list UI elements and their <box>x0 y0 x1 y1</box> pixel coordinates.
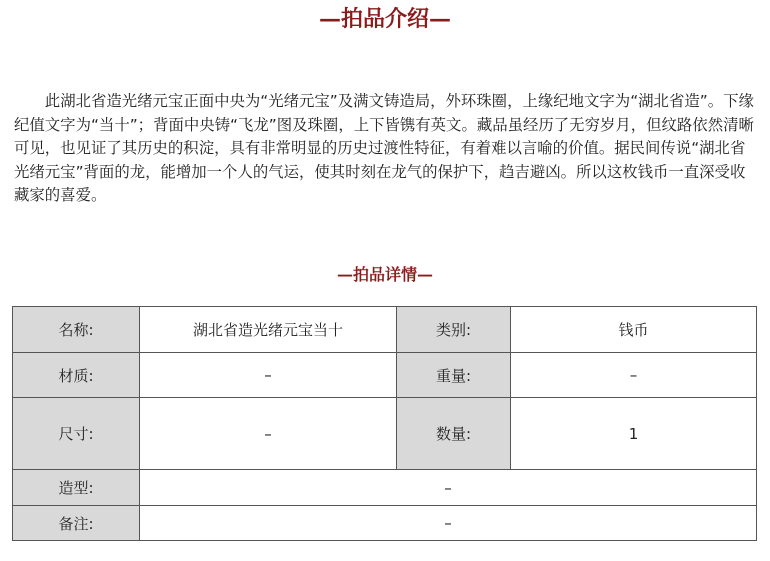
remarks-value: – <box>140 506 757 541</box>
table-row <box>13 398 757 470</box>
details-table <box>12 306 757 541</box>
intro-paragraph: 此湖北省造光绪元宝正面中央为“光绪元宝”及满文铸造局，外环珠圈，上缘纪地文字为“湖北省造”。下缘纪值文字为“当十”；背面中央铸“飞龙”图及珠圈，上下皆镌有英文。藏品虽经历了无穷岁月，但纹路依然清晰可见，也见证了其历史的积淀，具有非常明显的历史过渡性特征，有着难以言喻的价值。据民间传说“湖北省光绪元宝”背面的龙，能增加一个人的气运，使其时刻在龙气的保护下，趋吉避凶。所以这枚钱币一直深受收藏家的喜爱。 <box>14 92 754 204</box>
shape-label: 造型: <box>13 470 140 506</box>
quantity-value: 1 <box>511 398 757 470</box>
category-value: 钱币 <box>511 307 757 353</box>
table-row <box>13 506 757 541</box>
size-value: – <box>140 398 397 470</box>
table-row <box>13 470 757 506</box>
table-row <box>13 353 757 398</box>
name-label: 名称: <box>13 307 140 353</box>
intro-title: —拍品介绍— <box>318 6 451 32</box>
remarks-label: 备注: <box>13 506 140 541</box>
name-value: 湖北省造光绪元宝当十 <box>140 307 397 353</box>
table-row <box>13 307 757 353</box>
details-title: —拍品详情— <box>336 265 433 284</box>
size-label: 尺寸: <box>13 398 140 470</box>
material-label: 材质: <box>13 353 140 398</box>
shape-value: – <box>140 470 757 506</box>
quantity-label: 数量: <box>397 398 511 470</box>
material-value: – <box>140 353 397 398</box>
weight-label: 重量: <box>397 353 511 398</box>
weight-value: – <box>511 353 757 398</box>
category-label: 类别: <box>397 307 511 353</box>
